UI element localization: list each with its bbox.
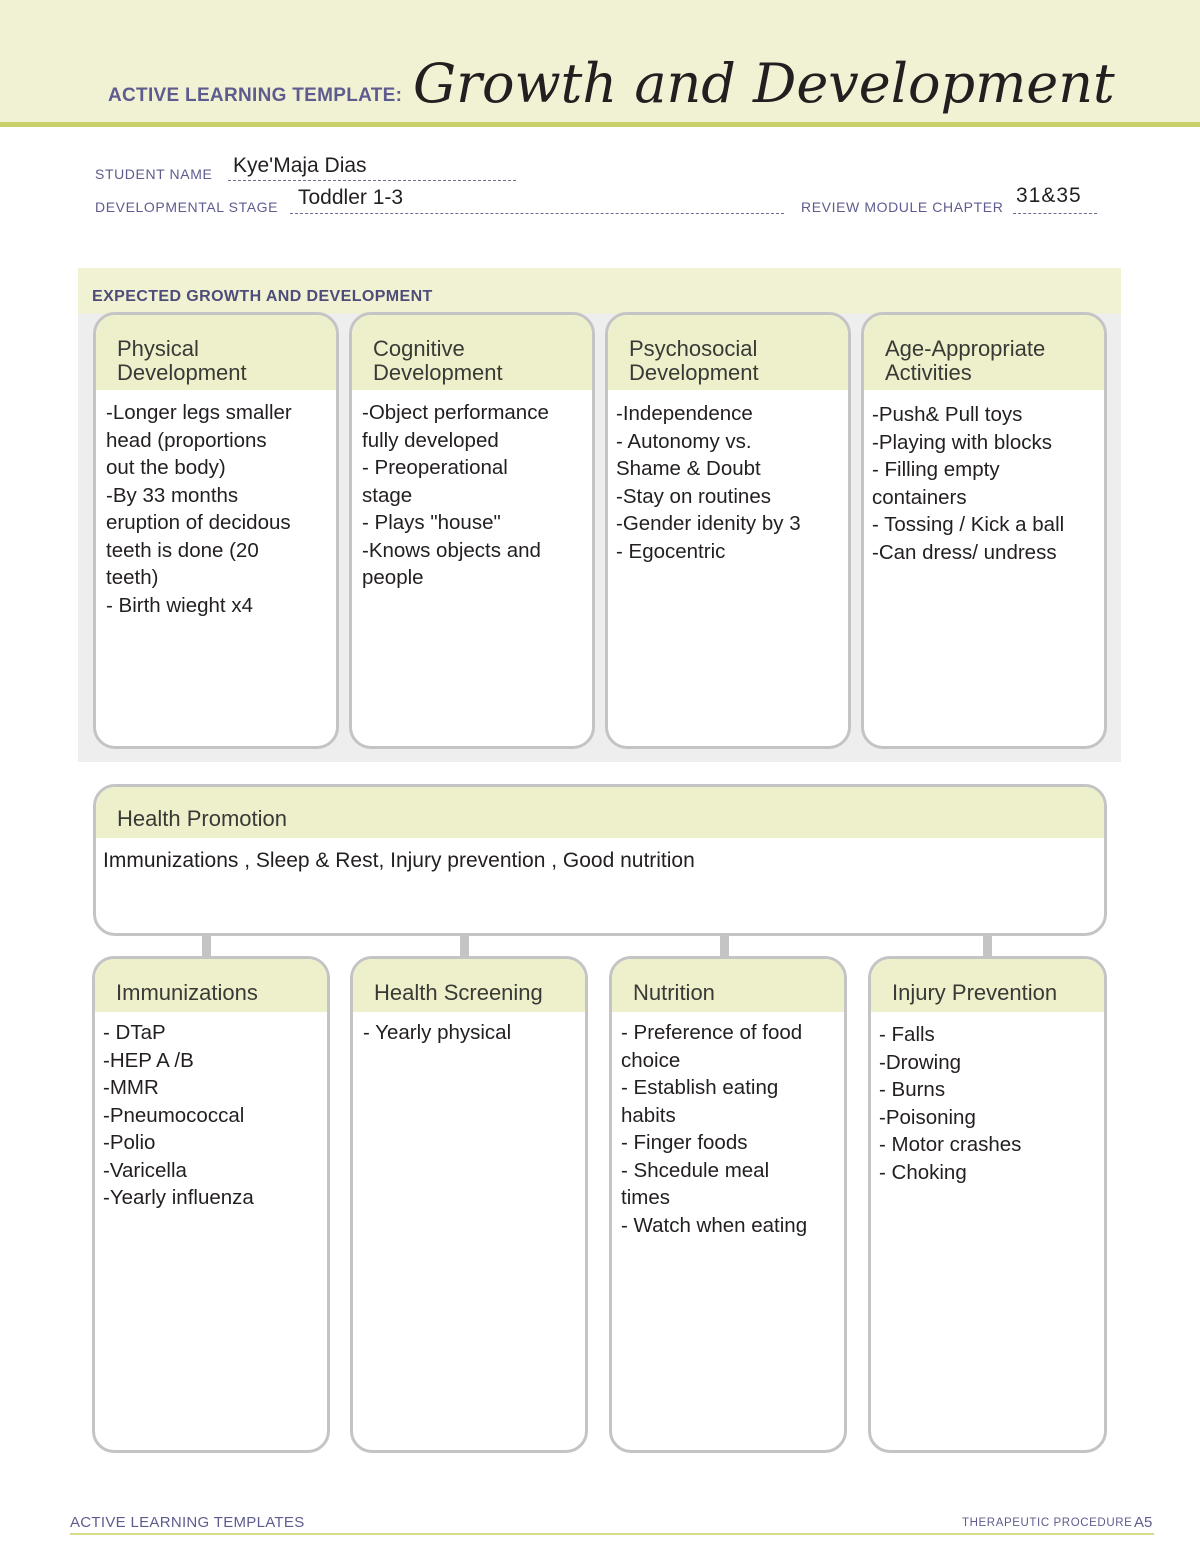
developmental-stage-line xyxy=(290,213,784,214)
page-number: A5 xyxy=(1134,1514,1153,1531)
card-body[interactable]: - Yearly physical xyxy=(363,1021,512,1044)
card-title: Cognitive Development xyxy=(373,336,503,385)
footer-right-label: THERAPEUTIC PROCEDURE xyxy=(962,1517,1133,1529)
health-screening-card xyxy=(350,956,588,1453)
card-title: Injury Prevention xyxy=(892,980,1058,1005)
card-title: Health Screening xyxy=(374,980,543,1005)
physical-development-card xyxy=(93,312,339,749)
developmental-stage-label: DEVELOPMENTAL STAGE xyxy=(95,199,279,215)
student-name-line xyxy=(228,180,516,181)
psychosocial-development-card xyxy=(605,312,851,749)
card-body[interactable]: -Object performance fully developed - Preoperational stage - Plays "house" -Knows objects and people xyxy=(362,401,549,589)
page-title: Growth and Development xyxy=(413,52,1115,115)
card-title: Health Promotion xyxy=(117,806,287,831)
card-title: Immunizations xyxy=(116,980,258,1005)
card-body[interactable]: - Preference of food choice - Establish eating habits - Finger foods - Shcedule meal times - Watch when eating xyxy=(621,1021,808,1237)
card-title: Psychosocial Development xyxy=(629,336,759,385)
health-promotion-card xyxy=(93,784,1107,936)
card-body[interactable]: -Push& Pull toys -Playing with blocks - Filling empty containers - Tossing / Kick a ball -Can dress/ undress xyxy=(872,403,1065,564)
card-title: Physical Development xyxy=(117,336,247,385)
cognitive-development-card xyxy=(349,312,595,749)
review-chapter-field[interactable]: 31&35 xyxy=(1016,184,1082,207)
card-body[interactable]: -Longer legs smaller head (proportions out the body) -By 33 months eruption of decidous teeth is done (20 teeth) - Birth wieght x4 xyxy=(106,401,292,617)
card-title: Nutrition xyxy=(633,980,715,1005)
age-appropriate-activities-card xyxy=(861,312,1107,749)
template-label: ACTIVE LEARNING TEMPLATE: xyxy=(108,85,403,106)
nutrition-card xyxy=(609,956,847,1453)
review-chapter-label: REVIEW MODULE CHAPTER xyxy=(801,199,1004,215)
health-promotion-text[interactable]: Immunizations , Sleep & Rest, Injury prevention , Good nutrition xyxy=(103,849,695,872)
student-name-field[interactable]: Kye'Maja Dias xyxy=(233,154,367,177)
header-divider xyxy=(0,122,1200,127)
card-title: Age-Appropriate Activities xyxy=(885,336,1046,385)
footer-left-label: ACTIVE LEARNING TEMPLATES xyxy=(70,1514,305,1531)
student-name-label: STUDENT NAME xyxy=(95,166,213,182)
card-body[interactable]: - Falls -Drowing - Burns -Poisoning - Motor crashes - Choking xyxy=(879,1023,1022,1184)
card-body[interactable]: -Independence - Autonomy vs. Shame & Doubt -Stay on routines -Gender idenity by 3 - Egocentric xyxy=(616,402,801,563)
section-title: EXPECTED GROWTH AND DEVELOPMENT xyxy=(92,288,433,305)
injury-prevention-card xyxy=(868,956,1107,1453)
immunizations-card xyxy=(92,956,330,1453)
card-body[interactable]: - DTaP -HEP A /B -MMR -Pneumococcal -Polio -Varicella -Yearly influenza xyxy=(103,1021,254,1209)
footer-divider xyxy=(70,1533,1154,1535)
developmental-stage-field[interactable]: Toddler 1-3 xyxy=(298,186,404,209)
review-chapter-line xyxy=(1013,213,1097,214)
